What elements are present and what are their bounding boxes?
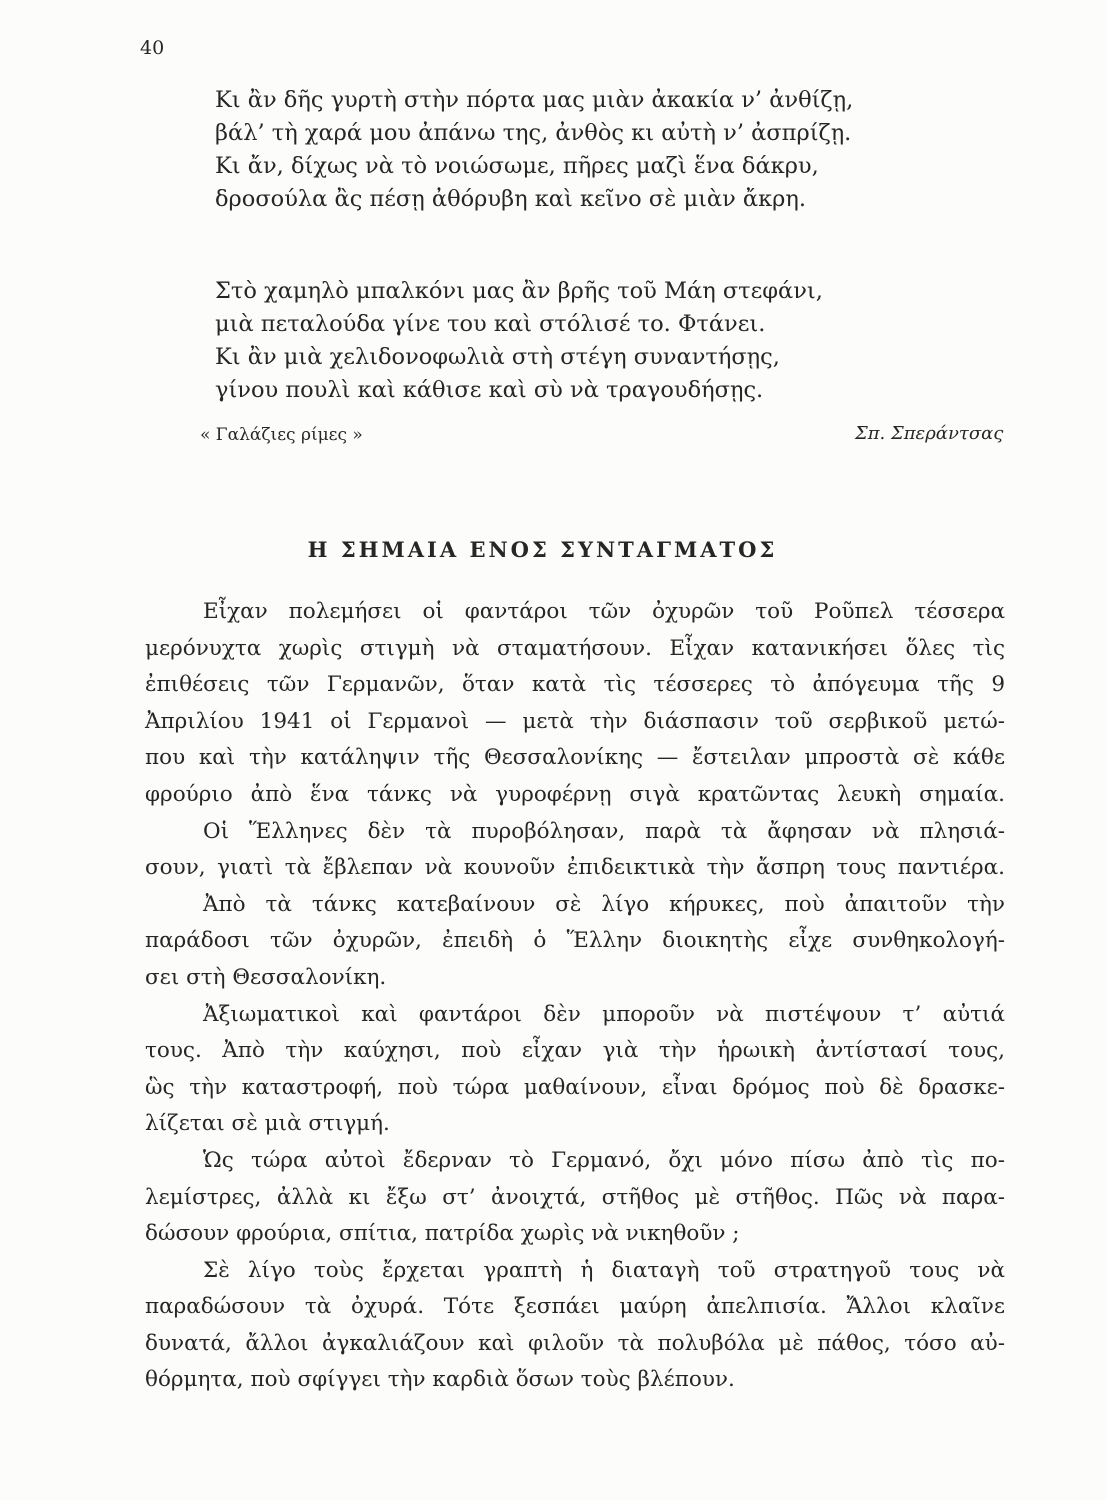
poem-line: γίνου πουλὶ καὶ κάθισε καὶ σὺ νὰ τραγουδήσῃς. bbox=[215, 377, 764, 403]
text-line: Σὲ λίγο τοὺς ἔρχεται γραπτὴ ἡ διαταγὴ τοῦ στρατηγοῦ τους νὰ bbox=[203, 1257, 1005, 1283]
text-line: θόρμητα, ποὺ σφίγγει τὴν καρδιὰ ὅσων τοὺς βλέπουν. bbox=[145, 1367, 735, 1393]
paragraph bbox=[145, 594, 1005, 814]
poem-line: μιὰ πεταλούδα γίνε του καὶ στόλισέ το. Φτάνει. bbox=[215, 311, 766, 337]
poem-line: Κι ἄν, δίχως νὰ τὸ νοιώσωμε, πῆρες μαζὶ ἕνα δάκρυ, bbox=[215, 153, 819, 179]
text-line: λεμίστρες, ἀλλὰ κι ἔξω στ’ ἀνοιχτά, στῆθος μὲ στῆθος. Πῶς νὰ παρα- bbox=[145, 1184, 1005, 1210]
page-number: 40 bbox=[140, 37, 165, 59]
paragraph bbox=[145, 1253, 1005, 1399]
text-line: παραδώσουν τὰ ὀχυρά. Τότε ξεσπάει μαύρη ἀπελπισία. Ἄλλοι κλαῖνε bbox=[145, 1294, 1005, 1320]
text-line: Ἀπὸ τὰ τάνκς κατεβαίνουν σὲ λίγο κήρυκες, ποὺ ἀπαιτοῦν τὴν bbox=[203, 891, 1005, 917]
text-line: Ἀξιωματικοὶ καὶ φαντάροι δὲν μποροῦν νὰ πιστέψουν τ’ αὐτιά bbox=[203, 1001, 1005, 1027]
poem-stanza bbox=[215, 275, 995, 407]
article-title: Η ΣΗΜΑΙΑ ΕΝΟΣ ΣΥΝΤΑΓΜΑΤΟΣ bbox=[307, 537, 778, 562]
text-line: που καὶ τὴν κατάληψιν τῆς Θεσσαλονίκης — ἔστειλαν μπροστὰ σὲ κάθε bbox=[145, 745, 1005, 771]
paragraph bbox=[145, 997, 1005, 1143]
text-line: σει στὴ Θεσσαλονίκη. bbox=[145, 964, 387, 990]
poem-source: « Γαλάζιες ρίμες » bbox=[200, 425, 363, 445]
poem-line: Στὸ χαμηλὸ μπαλκόνι μας ἂν βρῆς τοῦ Μάη στεφάνι, bbox=[215, 278, 823, 304]
poem-stanza bbox=[215, 84, 995, 216]
paragraph bbox=[145, 887, 1005, 997]
text-line: Ὡς τώρα αὐτοὶ ἔδερναν τὸ Γερμανό, ὄχι μόνο πίσω ἀπὸ τὶς πο- bbox=[203, 1147, 1005, 1173]
text-line: Οἱ Ἕλληνες δὲν τὰ πυροβόλησαν, παρὰ τὰ ἄφησαν νὰ πλησιά- bbox=[203, 818, 1005, 844]
poem-author: Σπ. Σπεράντσας bbox=[855, 423, 1004, 444]
text-line: λίζεται σὲ μιὰ στιγμή. bbox=[145, 1111, 390, 1137]
text-line: ἐπιθέσεις τῶν Γερμανῶν, ὅταν κατὰ τὶς τέσσερες τὸ ἀπόγευμα τῆς 9 bbox=[145, 672, 1005, 698]
paragraph bbox=[145, 814, 1005, 887]
text-line: φρούριο ἀπὸ ἕνα τάνκς νὰ γυροφέρνῃ σιγὰ κρατῶντας λευκὴ σημαία. bbox=[145, 781, 1005, 807]
text-line: σουν, γιατὶ τὰ ἔβλεπαν νὰ κουνοῦν ἐπιδεικτικὰ τὴν ἄσπρη τους παντιέρα. bbox=[145, 855, 1005, 881]
text-line: Ἀπριλίου 1941 οἱ Γερμανοὶ — μετὰ τὴν διάσπασιν τοῦ σερβικοῦ μετώ- bbox=[145, 708, 1005, 734]
poem-line: δροσούλα ἂς πέσῃ ἀθόρυβη καὶ κεῖνο σὲ μιὰν ἄκρη. bbox=[215, 186, 807, 212]
text-line: Εἶχαν πολεμήσει οἱ φαντάροι τῶν ὀχυρῶν τοῦ Ροῦπελ τέσσερα bbox=[203, 599, 1005, 624]
article-body bbox=[145, 594, 1005, 1399]
poem-line: βάλ’ τὴ χαρά μου ἀπάνω της, ἀνθὸς κι αὐτὴ ν’ ἀσπρίζῃ. bbox=[215, 120, 852, 146]
text-line: δυνατά, ἄλλοι ἀγκαλιάζουν καὶ φιλοῦν τὰ πολυβόλα μὲ πάθος, τόσο αὐ- bbox=[145, 1330, 1005, 1356]
text-line: τους. Ἀπὸ τὴν καύχησι, ποὺ εἶχαν γιὰ τὴν ἡρωικὴ ἀντίστασί τους, bbox=[145, 1038, 1005, 1064]
poem-line: Κι ἂν δῆς γυρτὴ στὴν πόρτα μας μιὰν ἀκακία ν’ ἀνθίζῃ, bbox=[215, 87, 854, 113]
text-line: ὣς τὴν καταστροφή, ποὺ τώρα μαθαίνουν, εἶναι δρόμος ποὺ δὲ δρασκε- bbox=[145, 1074, 1005, 1100]
text-line: παράδοσι τῶν ὀχυρῶν, ἐπειδὴ ὁ Ἕλλην διοικητὴς εἶχε συνθηκολογή- bbox=[145, 928, 1005, 954]
poem-line: Κι ἂν μιὰ χελιδονοφωλιὰ στὴ στέγη συναντήσῃς, bbox=[215, 344, 780, 370]
text-line: μερόνυχτα χωρὶς στιγμὴ νὰ σταματήσουν. Εἶχαν κατανικήσει ὅλες τὶς bbox=[145, 635, 1005, 661]
paragraph bbox=[145, 1143, 1005, 1253]
text-line: δώσουν φρούρια, σπίτια, πατρίδα χωρὶς νὰ νικηθοῦν ; bbox=[145, 1221, 740, 1247]
